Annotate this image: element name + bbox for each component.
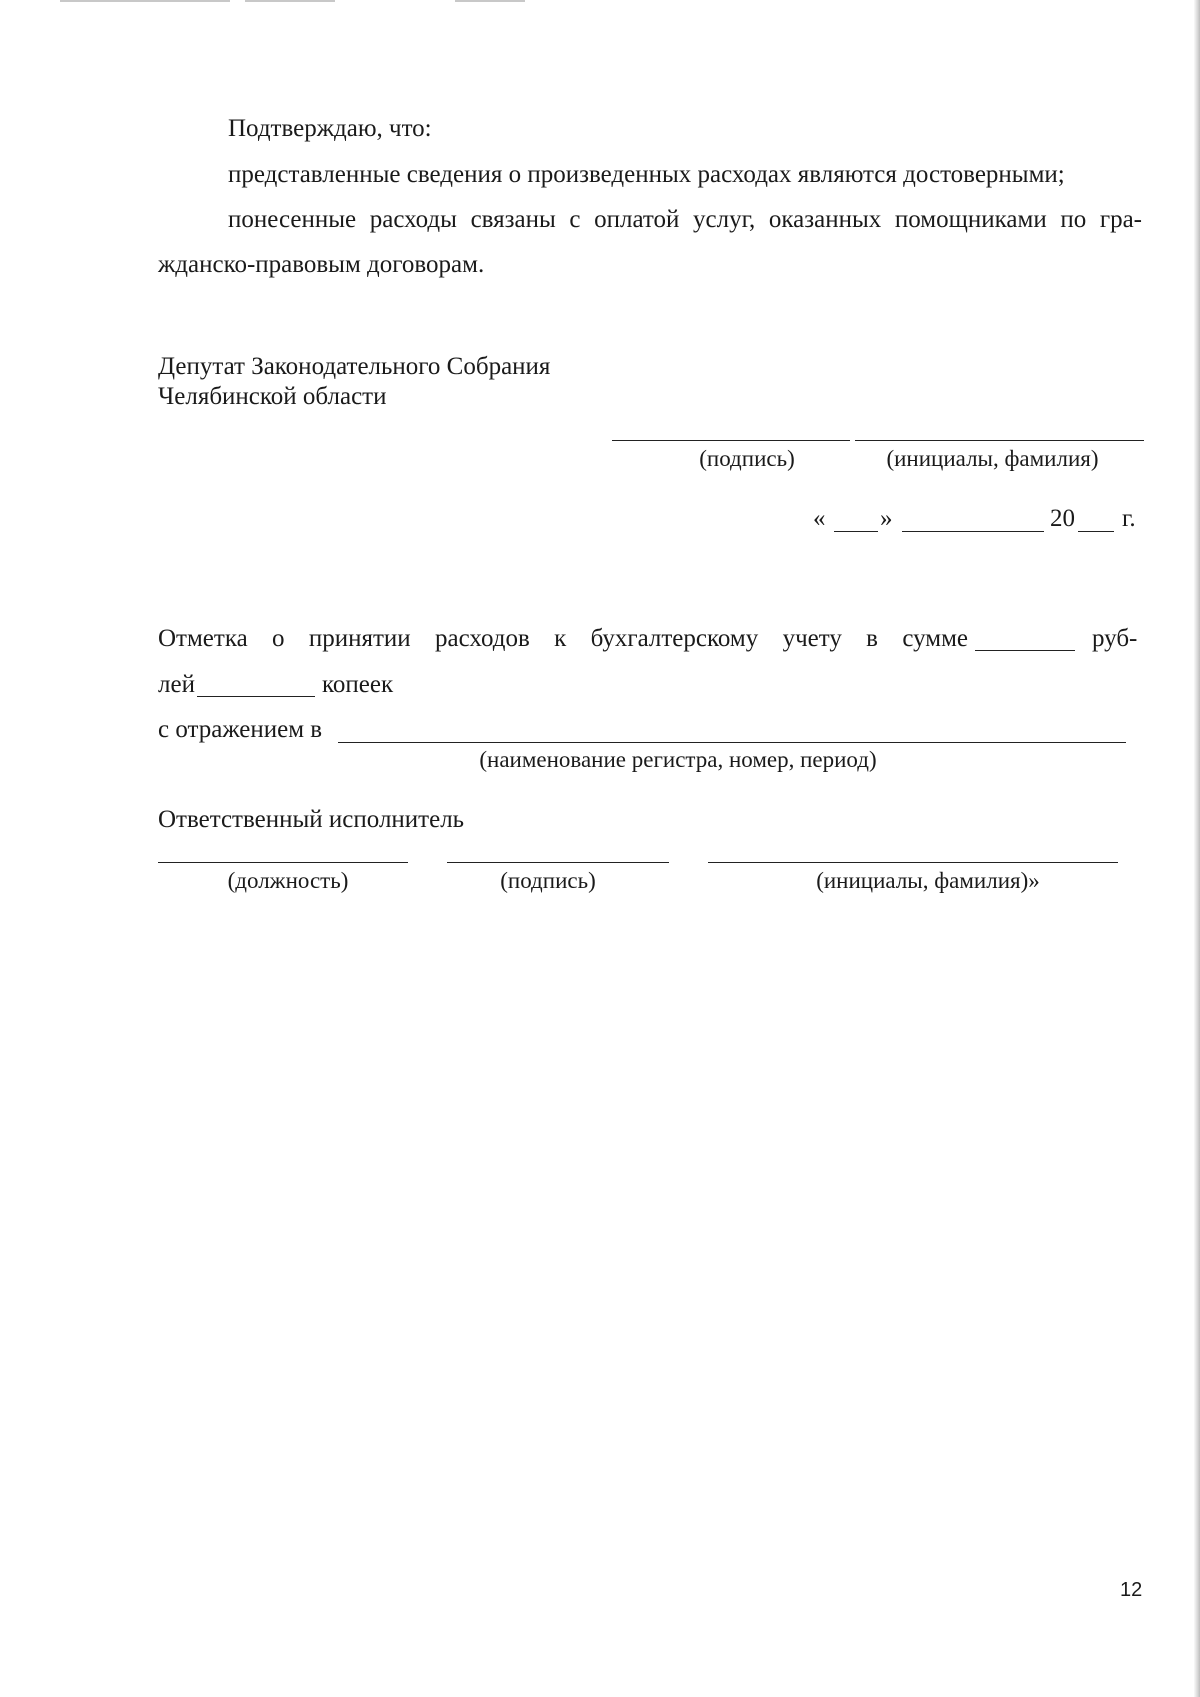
- date-close-quote: »: [880, 505, 893, 532]
- date-year-suffix: г.: [1122, 505, 1136, 532]
- responsible-name-caption: (инициалы, фамилия)»: [816, 868, 1040, 893]
- deputy-name-caption: (инициалы, фамилия): [886, 446, 1099, 471]
- confirm-line-2: понесенные расходы связаны с оплатой услуг, оказанных помощниками по гра-: [228, 206, 1142, 233]
- date-day-line: [834, 531, 878, 532]
- position-line: [158, 862, 408, 863]
- register-caption: (наименование регистра, номер, период): [479, 747, 877, 772]
- confirm-line-1: представленные сведения о произведенных расходах являются достоверными;: [228, 161, 1065, 188]
- deputy-title-line-1: Депутат Законодательного Собрания: [158, 353, 551, 380]
- confirm-heading: Подтверждаю, что:: [228, 115, 432, 142]
- date-month-line: [902, 531, 1044, 532]
- scan-artifact-top: [455, 0, 525, 2]
- responsible-signature-caption: (подпись): [500, 868, 596, 893]
- accounting-mark-text: Отметка о принятии расходов к бухгалтерскому учету в сумме: [158, 625, 968, 652]
- confirm-line-2-continued: жданско-правовым договорам.: [158, 251, 485, 278]
- rubles-hyphen: руб-: [1092, 625, 1138, 652]
- rubles-amount-line: [975, 650, 1075, 651]
- date-open-quote: «: [813, 505, 826, 532]
- deputy-signature-line: [612, 440, 850, 441]
- deputy-signature-caption: (подпись): [699, 446, 795, 471]
- rubles-end: лей: [158, 671, 195, 698]
- reflection-label: с отражением в: [158, 716, 323, 743]
- responsible-signature-line: [447, 862, 669, 863]
- scan-artifact-top: [60, 0, 230, 2]
- date-year-prefix: 20: [1050, 505, 1075, 532]
- scan-artifact-top: [245, 0, 335, 2]
- position-caption: (должность): [227, 868, 349, 893]
- deputy-name-line: [855, 440, 1144, 441]
- responsible-label: Ответственный исполнитель: [158, 806, 465, 833]
- scan-edge: [1194, 0, 1200, 1697]
- responsible-name-line: [708, 862, 1118, 863]
- kopeks-label: копеек: [322, 671, 394, 698]
- page-number: 12: [1120, 1579, 1143, 1601]
- kopeks-amount-line: [197, 696, 315, 697]
- date-year-line: [1078, 531, 1114, 532]
- register-line: [338, 742, 1126, 743]
- deputy-title-line-2: Челябинской области: [158, 383, 387, 410]
